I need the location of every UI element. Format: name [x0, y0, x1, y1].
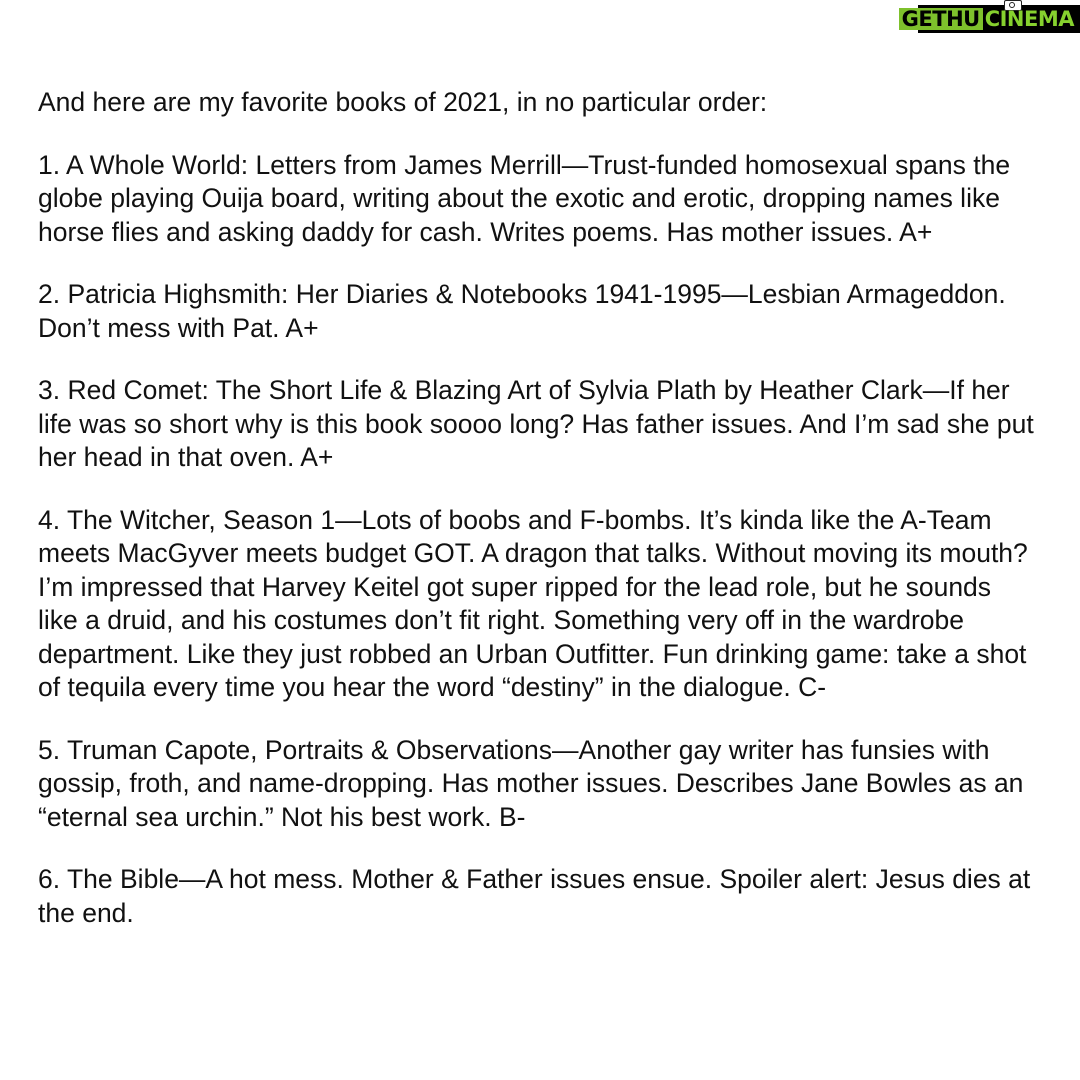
book-entry-1: 1. A Whole World: Letters from James Merrill—Trust-funded homosexual spans the globe playing Ouija board, writing about the exotic and erotic, dropping names like horse flies and asking daddy for cash. Writes poems. Has mother issues. A+ — [38, 149, 1011, 247]
gethucinema-watermark-logo — [901, 0, 1080, 42]
film-sprocket-holes-top — [1028, 1, 1074, 5]
watermark-text-cinema: CINEMA — [984, 7, 1074, 31]
film-sprocket-holes-bottom — [1028, 36, 1074, 40]
book-list-document — [38, 86, 1038, 959]
intro-paragraph: And here are my favorite books of 2021, in no particular order: — [38, 87, 768, 117]
book-entry-5: 5. Truman Capote, Portraits & Observations—Another gay writer has funsies with gossip, froth, and name-dropping. Has mother issues. Describes Jane Bowles as an “eternal sea urchin.” Not his best work. B- — [38, 734, 1024, 832]
book-entry-4: 4. The Witcher, Season 1—Lots of boobs and F-bombs. It’s kinda like the A-Team meets MacGyver meets budget GOT. A dragon that talks. Without moving its mouth? I’m impressed that Harvey Keitel got super ripped for the lead role, but he sounds like a druid, and his costumes don’t fit right. Something very off in the wardrobe department. Like they just robbed an Urban Outfitter. Fun drinking game: take a shot of tequila every time you hear the word “destiny” in the dialogue. C- — [38, 504, 1028, 702]
book-entry-3: 3. Red Comet: The Short Life & Blazing Art of Sylvia Plath by Heather Clark—If her life was so short why is this book soooo long? Has father issues. And I’m sad she put her head in that oven. A+ — [38, 375, 1034, 472]
watermark-text — [899, 8, 1076, 30]
watermark-text-gethu: GETHU — [899, 8, 983, 30]
book-entry-2: 2. Patricia Highsmith: Her Diaries & Notebooks 1941-1995—Lesbian Armageddon. Don’t mess with Pat. A+ — [38, 279, 1006, 343]
book-entry-6: 6. The Bible—A hot mess. Mother & Father issues ensue. Spoiler alert: Jesus dies at the end. — [38, 864, 1031, 928]
